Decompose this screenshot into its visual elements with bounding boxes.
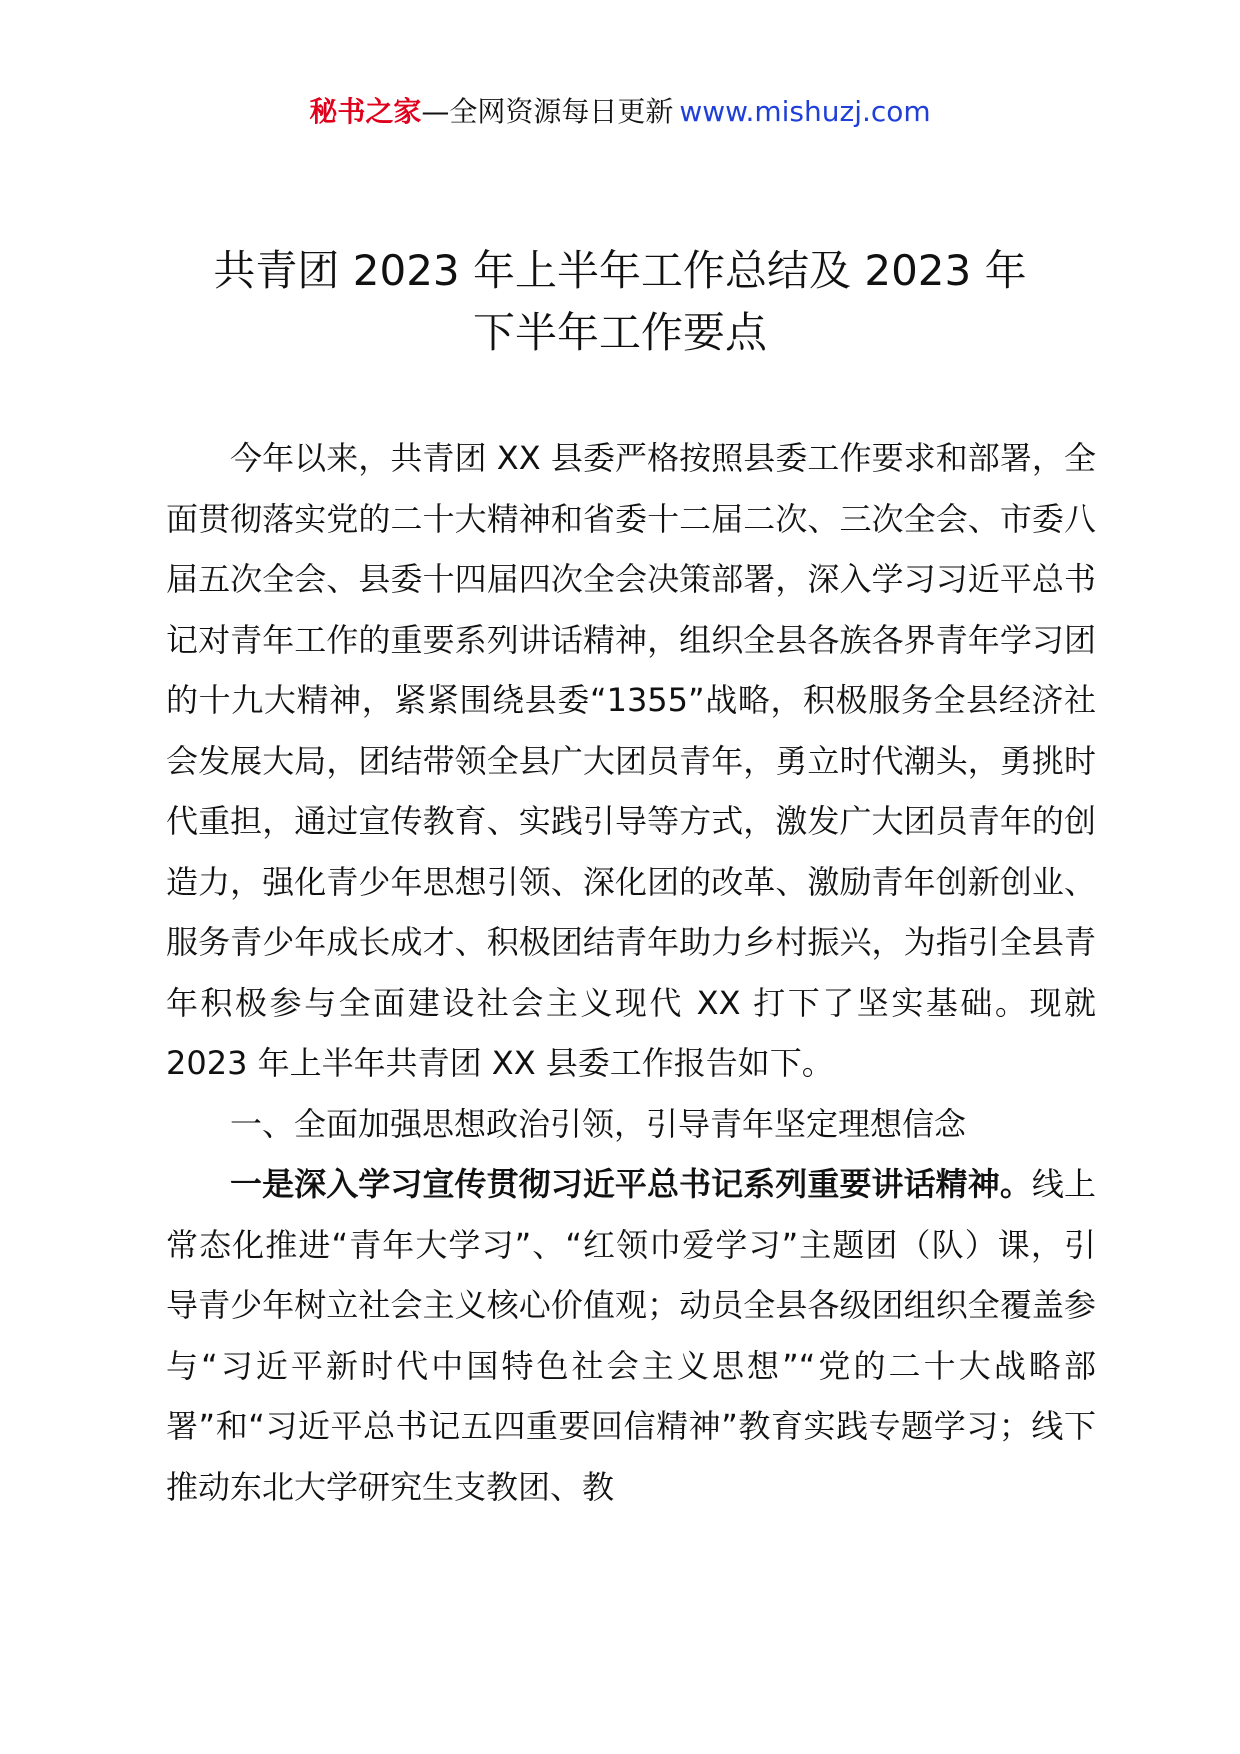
document-title xyxy=(100,240,1140,364)
intro-paragraph: 今年以来，共青团 XX 县委严格按照县委工作要求和部署，全面贯彻落实党的二十大精神和省委十二届二次、三次全会、市委八届五次全会、县委十四届四次全会决策部署，深入学习习近平总书记对青年工作的重要系列讲话精神，组织全县各族各界青年学习团的十九大精神，紧紧围绕县委“1355”战略，积极服务全县经济社会发展大局，团结带领全县广大团员青年，勇立时代潮头，勇挑时代重担，通过宣传教育、实践引导等方式，激发广大团员青年的创造力，强化青少年思想引领、深化团的改革、激励青年创新创业、服务青少年成长成才、积极团结青年助力乡村振兴，为指引全县青年积极参与全面建设社会主义现代 XX 打下了坚实基础。现就 2023 年上半年共青团 XX 县委工作报告如下。 xyxy=(166,439,1096,1082)
banner-tagline: —全网资源每日更新 xyxy=(421,95,674,128)
section-heading-1: 一、全面加强思想政治引领，引导青年坚定理想信念 xyxy=(230,1104,967,1143)
title-line-2: 下半年工作要点 xyxy=(472,308,767,357)
site-url-link[interactable]: www.mishuzj.com xyxy=(679,95,931,128)
site-banner xyxy=(0,92,1240,132)
point-1-paragraph xyxy=(166,1154,1096,1517)
point-1-text: 线上常态化推进“青年大学习”、“红领巾爱学习”主题团（队）课，引导青少年树立社会主义核心价值观；动员全县各级团组织全覆盖参与“习近平新时代中国特色社会主义思想”“党的二十大战略部署”和“习近平总书记五四重要回信精神”教育实践专题学习；线下推动东北大学研究生支教团、教 xyxy=(166,1165,1096,1506)
point-1-lead: 一是深入学习宣传贯彻习近平总书记系列重要讲话精神。 xyxy=(230,1165,1032,1203)
title-line-1: 共青团 2023 年上半年工作总结及 2023 年 xyxy=(213,246,1027,295)
brand-name: 秘书之家 xyxy=(309,95,422,128)
document-body xyxy=(166,428,1096,1517)
